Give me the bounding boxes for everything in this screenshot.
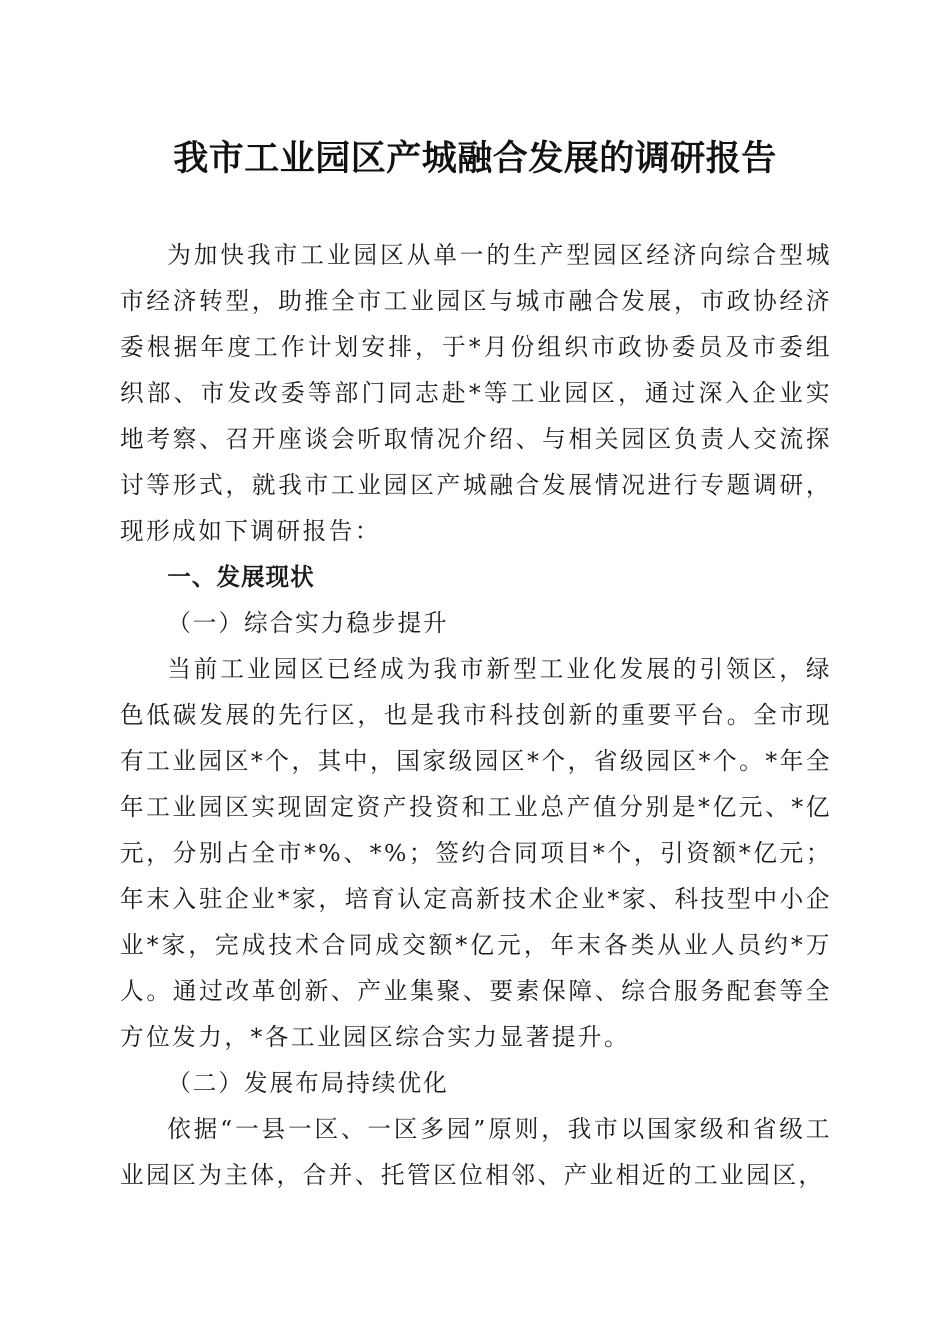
subsection-paragraph-strength: 当前工业园区已经成为我市新型工业化发展的引领区，绿色低碳发展的先行区，也是我市科技创新的重要平台。全市现有工业园区*个，其中，国家级园区*个，省级园区*个。*年全年工业园区实现固定资产投资和工业总产值分别是*亿元、*亿元，分别占全市*%、*%；签约合同项目*个，引资额*亿元；年末入驻企业*家，培育认定高新技术企业*家、科技型中小企业*家，完成技术合同成交额*亿元，年末各类从业人员约*万人。通过改革创新、产业集聚、要素保障、综合服务配套等全方位发力，*各工业园区综合实力显著提升。 (120, 655, 832, 1051)
document-body (120, 232, 832, 1198)
intro-paragraph: 为加快我市工业园区从单一的生产型园区经济向综合型城市经济转型，助推全市工业园区与城市融合发展，市政协经济委根据年度工作计划安排，于*月份组织市政协委员及市委组织部、市发改委等部门同志赴*等工业园区，通过深入企业实地考察、召开座谈会听取情况介绍、与相关园区负责人交流探讨等形式，就我市工业园区产城融合发展情况进行专题调研，现形成如下调研报告： (120, 241, 832, 545)
document-title: 我市工业园区产城融合发展的调研报告 (173, 138, 777, 179)
subsection-heading-strength: （一）综合实力稳步提升 (167, 609, 449, 637)
subsection-heading-layout: （二）发展布局持续优化 (167, 1069, 449, 1097)
section-heading-status: 一、发展现状 (167, 563, 315, 591)
subsection-paragraph-layout: 依据“一县一区、一区多园”原则，我市以国家级和省级工业园区为主体，合并、托管区位相邻、产业相近的工业园区， (120, 1115, 832, 1189)
